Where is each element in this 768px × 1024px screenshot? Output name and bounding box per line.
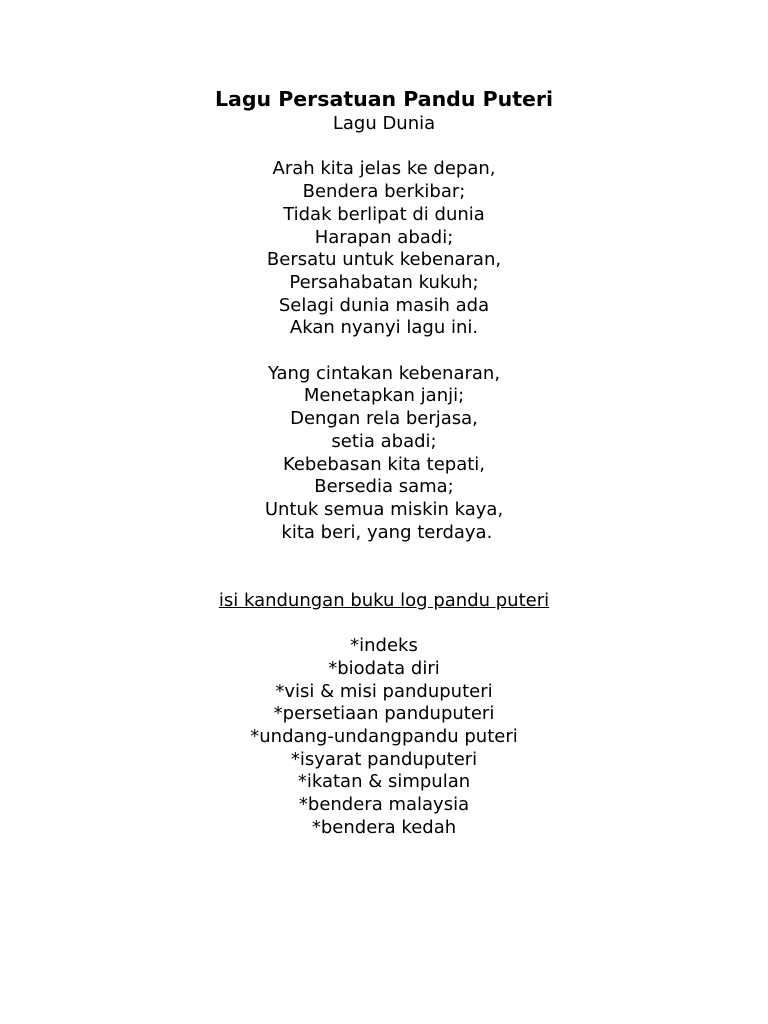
- lyric-line: Tidak berlipat di dunia: [283, 203, 485, 225]
- lyric-line: Harapan abadi;: [314, 226, 454, 248]
- toc-item: *indeks: [350, 635, 418, 657]
- toc-list: [0, 635, 768, 839]
- lyric-line: Bersedia sama;: [314, 476, 454, 498]
- lyric-line: Arah kita jelas ke depan,: [272, 158, 496, 180]
- lyric-line: Bendera berkibar;: [302, 181, 466, 203]
- toc-item: *bendera kedah: [311, 816, 457, 838]
- lyric-line: Persahabatan kukuh;: [289, 271, 479, 293]
- stanza-2: [0, 363, 768, 545]
- toc-item: *persetiaan panduputeri: [273, 703, 495, 725]
- lyric-line: Menetapkan janji;: [303, 385, 465, 407]
- toc-item: *visi & misi panduputeri: [275, 680, 493, 702]
- document-title: Lagu Persatuan Pandu Puteri: [214, 87, 554, 111]
- lyric-line: Yang cintakan kebenaran,: [267, 362, 501, 384]
- document-subtitle: Lagu Dunia: [332, 113, 436, 134]
- lyric-line: Dengan rela berjasa,: [290, 408, 478, 430]
- toc-item: *biodata diri: [328, 657, 440, 679]
- toc-heading: isi kandungan buku log pandu puteri: [218, 589, 550, 611]
- document-content: [0, 85, 768, 839]
- toc-item: *undang-undangpandu puteri: [250, 725, 518, 747]
- spacer: [0, 612, 768, 635]
- lyric-line: kita beri, yang terdaya.: [275, 521, 493, 543]
- lyric-line: Selagi dunia masih ada: [278, 294, 490, 316]
- lyric-line: Bersatu untuk kebenaran,: [266, 249, 502, 271]
- spacer: [0, 136, 768, 159]
- lyric-line: Kebebasan kita tepati,: [282, 453, 486, 475]
- spacer: [0, 544, 768, 589]
- lyric-line: setia abadi;: [331, 430, 437, 452]
- spacer: [0, 340, 768, 363]
- toc-item: *bendera malaysia: [298, 794, 470, 816]
- stanza-1: [0, 158, 768, 340]
- toc-item: *isyarat panduputeri: [290, 748, 478, 770]
- lyric-line: Akan nyanyi lagu ini.: [289, 317, 479, 339]
- toc-item: *ikatan & simpulan: [297, 771, 471, 793]
- lyric-line: Untuk semua miskin kaya,: [264, 498, 504, 520]
